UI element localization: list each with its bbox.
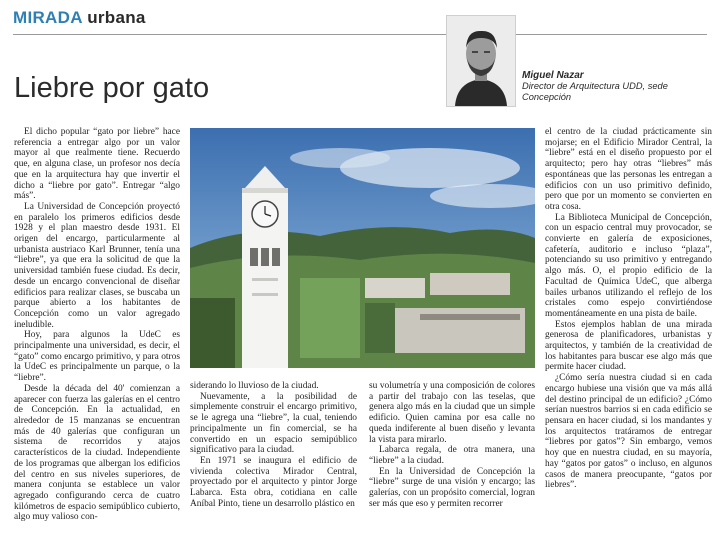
- paragraph: Desde la década del 40' comienzan a aparecer con fuerza las galerías en el centro de Concepción. En la actualidad, en alrededor de 15 manzanas se encuentran más de 40 galerías que configuran un sistema de recorridos y atajos característicos de la ciudad. Independiente de los programas que albergan los edificios del centro en sus niveles superiores, de manera conjunta se establece un valor agregado configurando cerca de cuatro kilómetros de espacio semipúblico cubierto, algo muy valioso con-: [14, 383, 180, 523]
- paragraph: ¿Cómo sería nuestra ciudad si en cada encargo hubiese una visión que va más allá del destino principal de un edificio? ¿Cómo serían nuestros barrios si en cada edificio se pensara en hacer ciudad, si los mandantes y los arquitectos tratáramos de entregar “liebres por gatos”? Sin embargo, vemos hoy que en nuestra ciudad, en su mayoría, hay “gatos por gatos” o incluso, en algunos casos de manera preocupante, “gatos por liebres”.: [545, 373, 712, 491]
- university-clock-tower-photo: [190, 128, 535, 368]
- paragraph-continuation: el centro de la ciudad prácticamente sin mojarse; en el Edificio Mirador Central, la “liebre” está en el diseño propuesto por el arquitecto; pero hay otras “liebres” más espontáneas que las personas les entregan a edificios con un uso primitivo definido, pero que por un momento se convierten en otra cosa.: [545, 127, 712, 212]
- paragraph: Labarca regala, de otra manera, una “liebre” a la ciudad.: [369, 445, 535, 466]
- article-column-4: [545, 127, 712, 491]
- paragraph: El dicho popular “gato por liebre” hace referencia a entregar algo por un valor mayor al que realmente tiene. Recuerdo que, en alguna clase, un profesor nos decía que en la arquitectura hay que invertir el dicho a “liebre por gato”. Entregar “algo más”.: [14, 127, 180, 202]
- article-column-1: [14, 127, 180, 523]
- paragraph: Nuevamente, a la posibilidad de simplemente construir el encargo primitivo, se le agrega una “liebre”, la cual, teniendo principalmente un fin comercial, se ha convertido en un espacio semipúblico significativo para la ciudad.: [190, 391, 357, 456]
- author-role: Director de Arquitectura UDD, sede Concepción: [522, 81, 668, 102]
- author-byline: [522, 70, 712, 103]
- paragraph-continuation: su volumetría y una composición de colores a partir del trabajo con las teselas, que genera algo más en la ciudad que un simple edificio. Quien camina por esa calle no queda indiferente al buen diseño y levanta la vista para mirarlo.: [369, 381, 535, 445]
- paragraph: Hoy, para algunos la UdeC es principalmente una universidad, es decir, el “gato” como encargo primitivo, y para otros la UdeC es principalmente un parque, o la “liebre”.: [14, 330, 180, 384]
- article-headline: Liebre por gato: [14, 72, 210, 104]
- paragraph: En 1971 se inaugura el edificio de vivienda colectiva Mirador Central, proyectado por el arquitecto y pintor Jorge Labarca. Esta obra, cotidiana en calle Aníbal Pinto, tiene un desarrollo plástico en: [190, 455, 357, 509]
- paragraph: La Universidad de Concepción proyectó en paralelo los primeros edificios desde 1928 y el plan maestro desde 1931. El origen del encargo, particularmente al urbanista austriaco Karl Brunner, tenía una “liebre”, ya que era la solicitud de que la universidad también fuese ciudad. Es decir, desde un encargo convencional de diseñar edificios para realizar clases, se buscaba un parque abierto a los habitantes de Concepción como un valor agregado ineludible.: [14, 201, 180, 330]
- paragraph: La Biblioteca Municipal de Concepción, con un espacio central muy provocador, se convierte en galería de exposiciones, cafetería, auditorio e incluso “plaza”, potenciando su uso primitivo y entregando algo más. O, el propio edificio de la Facultad de Química UdeC, que alberga bailes urbanos utilizando el reflejo de los cristales como espejo convirtiéndose momentáneamente en una pista de baile.: [545, 212, 712, 319]
- paragraph: En la Universidad de Concepción la “liebre” surge de una visión y encargo; las galerías, con un propósito comercial, logran ser más que eso y permiten recorrer: [369, 466, 535, 509]
- header-rule: [13, 34, 707, 35]
- author-portrait: [446, 15, 516, 107]
- paragraph-continuation: siderando lo lluvioso de la ciudad.: [190, 381, 319, 391]
- section-title: [13, 8, 146, 28]
- paragraph: Estos ejemplos hablan de una mirada generosa de planificadores, urbanistas y arquitectos, y también de la creatividad de los habitantes para buscar ese algo más que permite hacer ciudad.: [545, 319, 712, 373]
- article-column-2: [190, 381, 357, 509]
- section-title-accent: MIRADA: [13, 8, 83, 27]
- section-title-main: urbana: [87, 8, 146, 27]
- article-column-3: [369, 381, 535, 509]
- author-name: Miguel Nazar: [522, 70, 584, 81]
